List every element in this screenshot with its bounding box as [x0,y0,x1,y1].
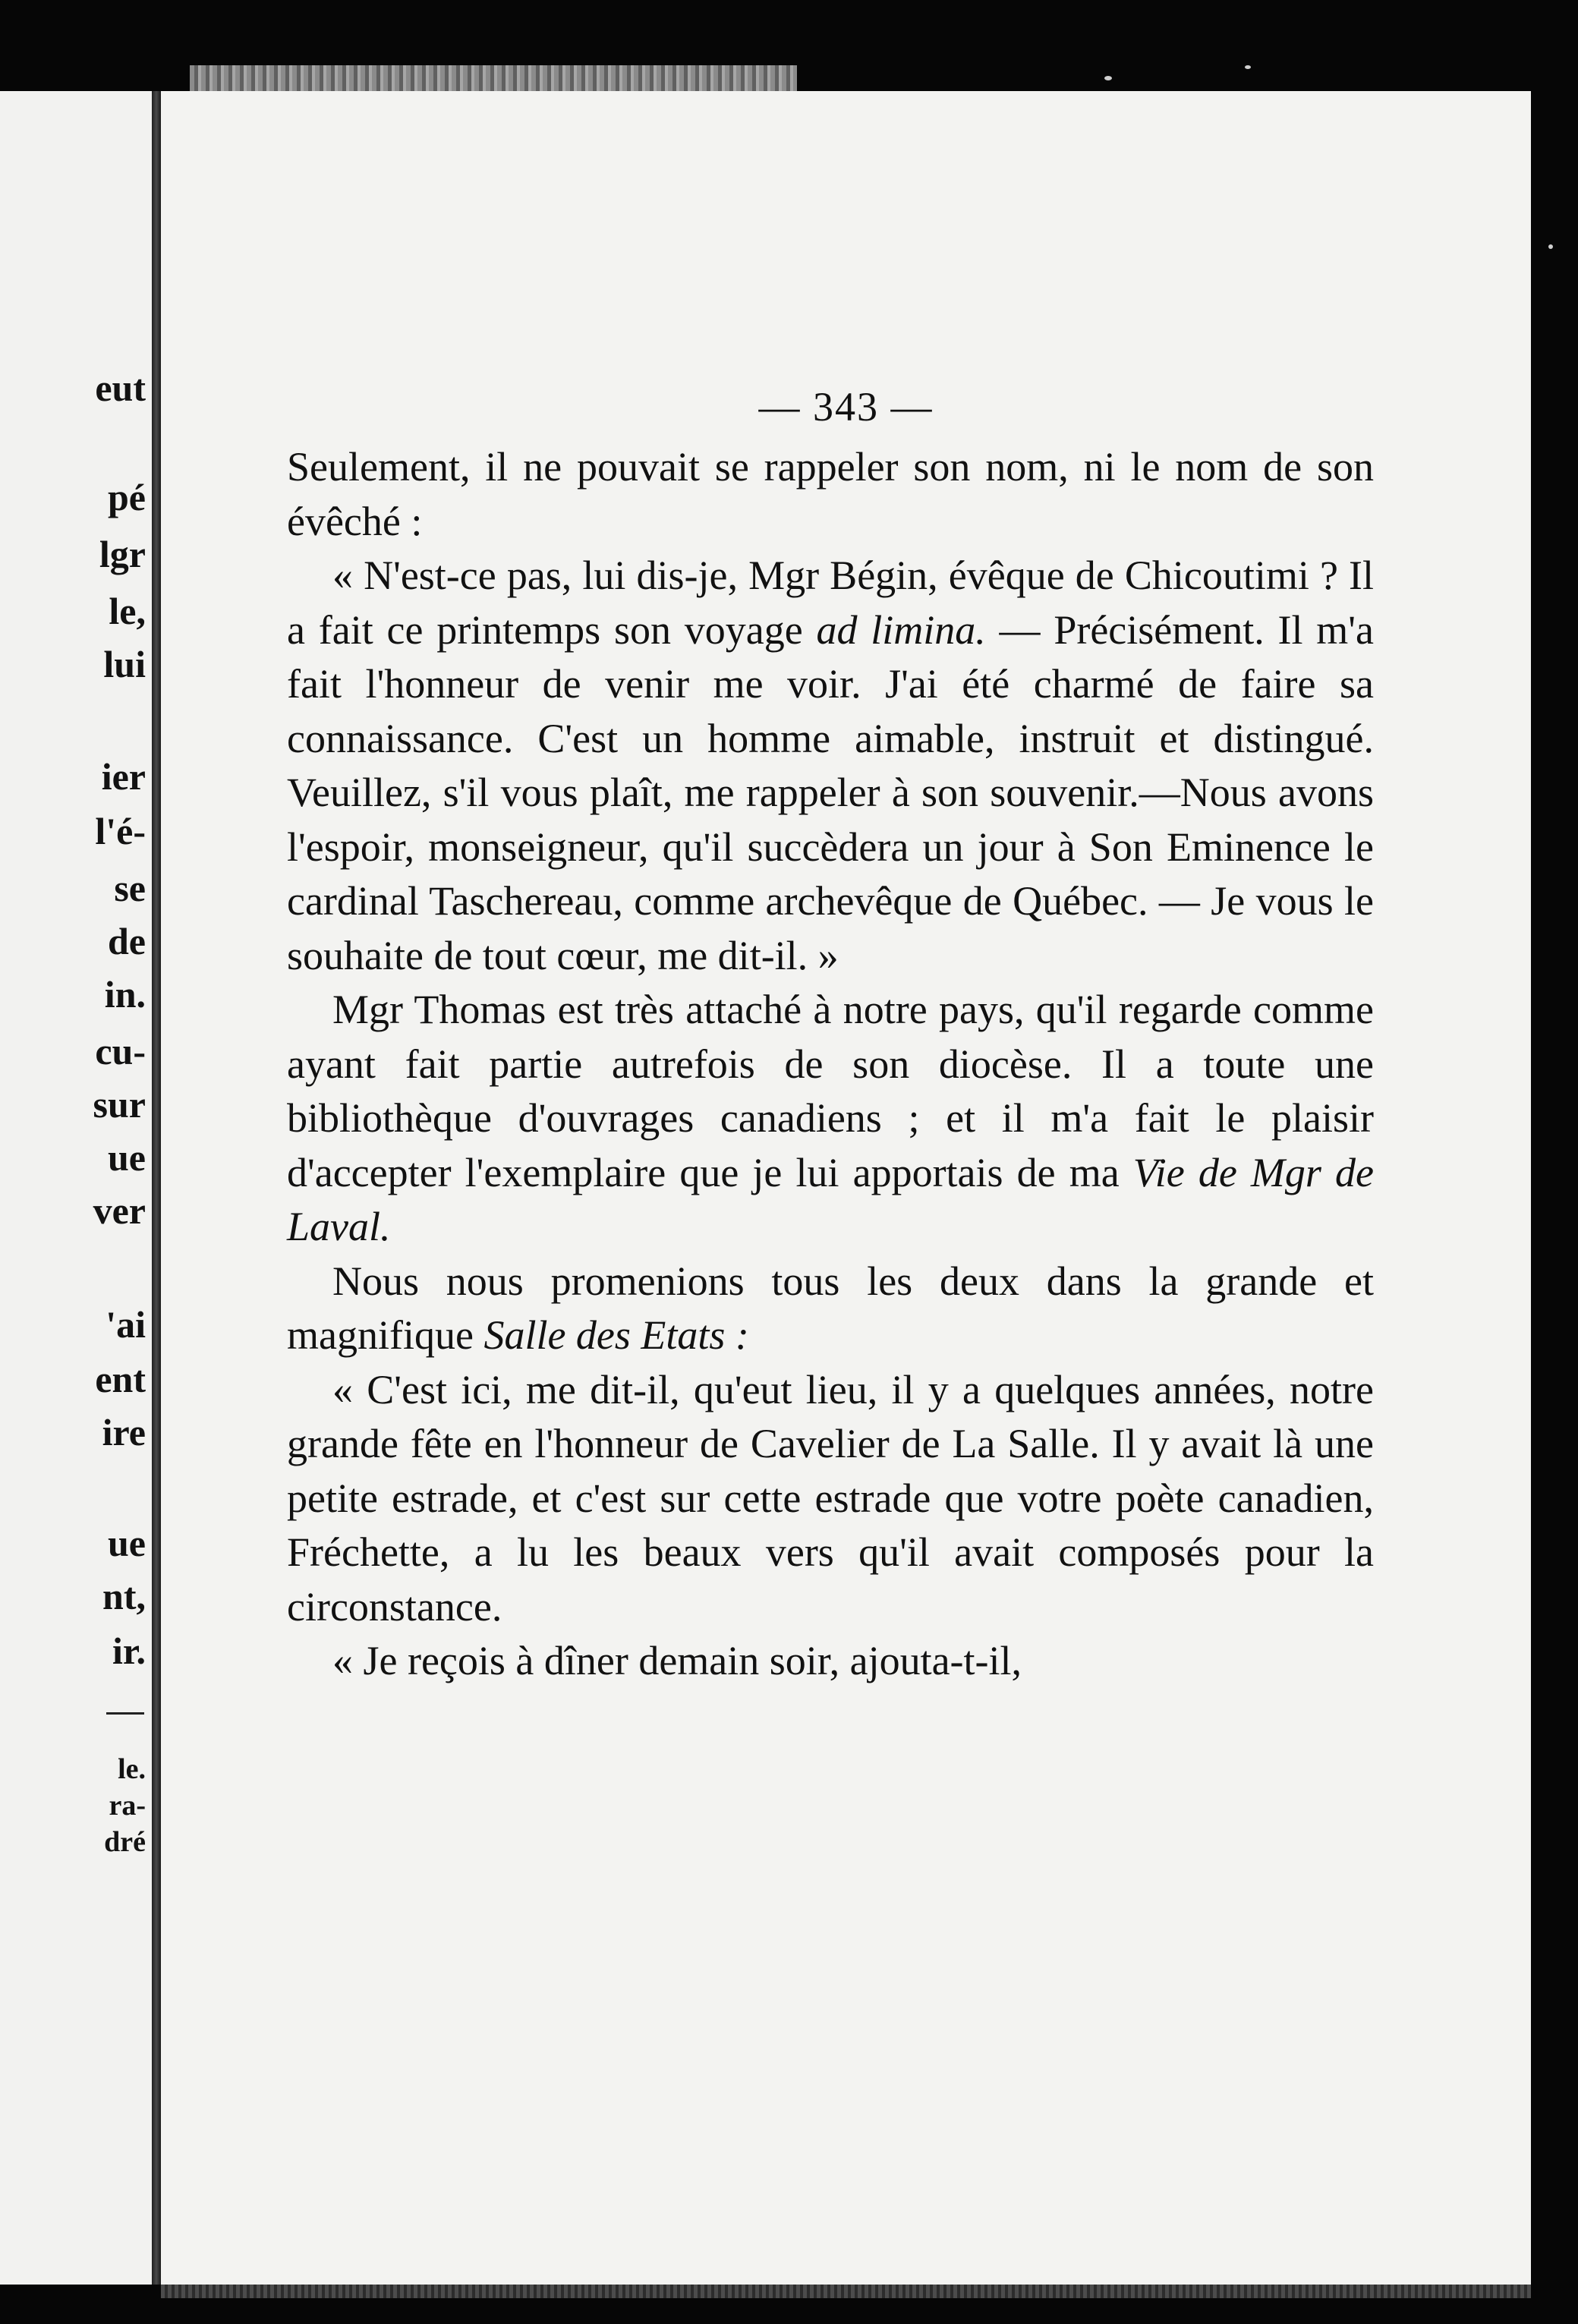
prev-page-fragment: sur [93,1083,146,1126]
prev-page-fragment: ir. [112,1630,146,1672]
prev-page-fragment: se [114,867,146,909]
paragraph [287,1363,1374,1635]
paragraph [287,1255,1374,1363]
scan-edge-top [190,65,797,91]
prev-page-fragment: in. [104,973,146,1016]
prev-page-fragment: lgr [99,533,146,575]
paragraph [287,549,1374,983]
text-segment: « Je reçois à dîner demain soir, ajouta-t-il, [332,1638,1022,1683]
previous-page-edge [0,91,152,2285]
paragraph [287,440,1374,549]
prev-page-fragment: de [108,920,146,962]
prev-page-footnote-rule [106,1712,144,1715]
text-segment: Mgr Thomas est très attaché à notre pays, qu'il regarde comme ayant fait partie autrefois de son diocèse. Il a toute une bibliothèque d'ouvrages canadiens ; et il m'a fait le plaisir d'accepter l'exemplaire que je lui apportais de ma [287,987,1374,1195]
text-segment: « C'est ici, me dit-il, qu'eut lieu, il y a quelques années, notre grande fête en l'honneur de Cavelier de La Salle. Il y avait là une petite estrade, et c'est sur cette estrade que votre poète canadien, Fréchette, a lu les beaux vers qu'il avait composés pour la circonstance. [287,1366,1374,1630]
italic-segment: Vie de Mgr de Laval. [287,1149,1374,1249]
prev-page-note-fragment: ra- [109,1790,146,1822]
text-segment: Seulement, il ne pouvait se rappeler son nom, ni le nom de son évêché : [287,444,1374,544]
scan-speck [1245,65,1251,69]
scan-speck [1548,244,1553,249]
prev-page-fragment: l'é- [95,810,146,852]
body-text [287,440,1374,1689]
prev-page-fragment: ent [95,1358,146,1400]
prev-page-fragment: ver [93,1189,146,1232]
scan-speck [1104,76,1112,80]
paragraph [287,1634,1374,1689]
prev-page-fragment: eut [95,367,146,409]
prev-page-fragment: ue [108,1522,146,1564]
prev-page-fragment: cu- [95,1030,146,1072]
prev-page-fragment: le, [109,590,146,632]
prev-page-fragment: ier [101,755,146,798]
italic-segment: ad limina. [816,606,986,653]
prev-page-fragment: 'ai [106,1303,146,1346]
text-segment: — Précisément. Il m'a fait l'honneur de venir me voir. J'ai été charmé de faire sa connaissance. C'est un homme aimable, instruit et distingué. Veuillez, s'il vous plaît, me rappeler à son souvenir.—Nous avons l'espoir, monseigneur, qu'il succèdera un jour à Son Eminence le cardinal Taschereau, comme archevêque de Québec. — Je vous le souhaite de tout cœur, me dit-il. » [287,606,1374,978]
text-segment: Nous nous promenions tous les deux dans la grande et magnifique [287,1258,1374,1358]
book-gutter [152,91,161,2285]
text-segment: « N'est-ce pas, lui dis-je, Mgr Bégin, évêque de Chicoutimi ? Il a fait ce printemps son voyage [287,553,1374,653]
italic-segment: Salle des Etats : [483,1312,749,1358]
prev-page-note-fragment: le. [118,1753,146,1785]
page-number: — 343 — [758,384,934,430]
prev-page-note-fragment: dré [104,1826,146,1858]
prev-page-fragment: nt, [102,1575,146,1617]
paragraph [287,983,1374,1255]
book-page [161,91,1531,2285]
prev-page-fragment: pé [108,476,146,518]
prev-page-fragment: ue [108,1136,146,1179]
prev-page-fragment: lui [103,643,146,685]
scan-edge-bottom [161,2285,1531,2298]
prev-page-fragment: ire [102,1411,146,1453]
